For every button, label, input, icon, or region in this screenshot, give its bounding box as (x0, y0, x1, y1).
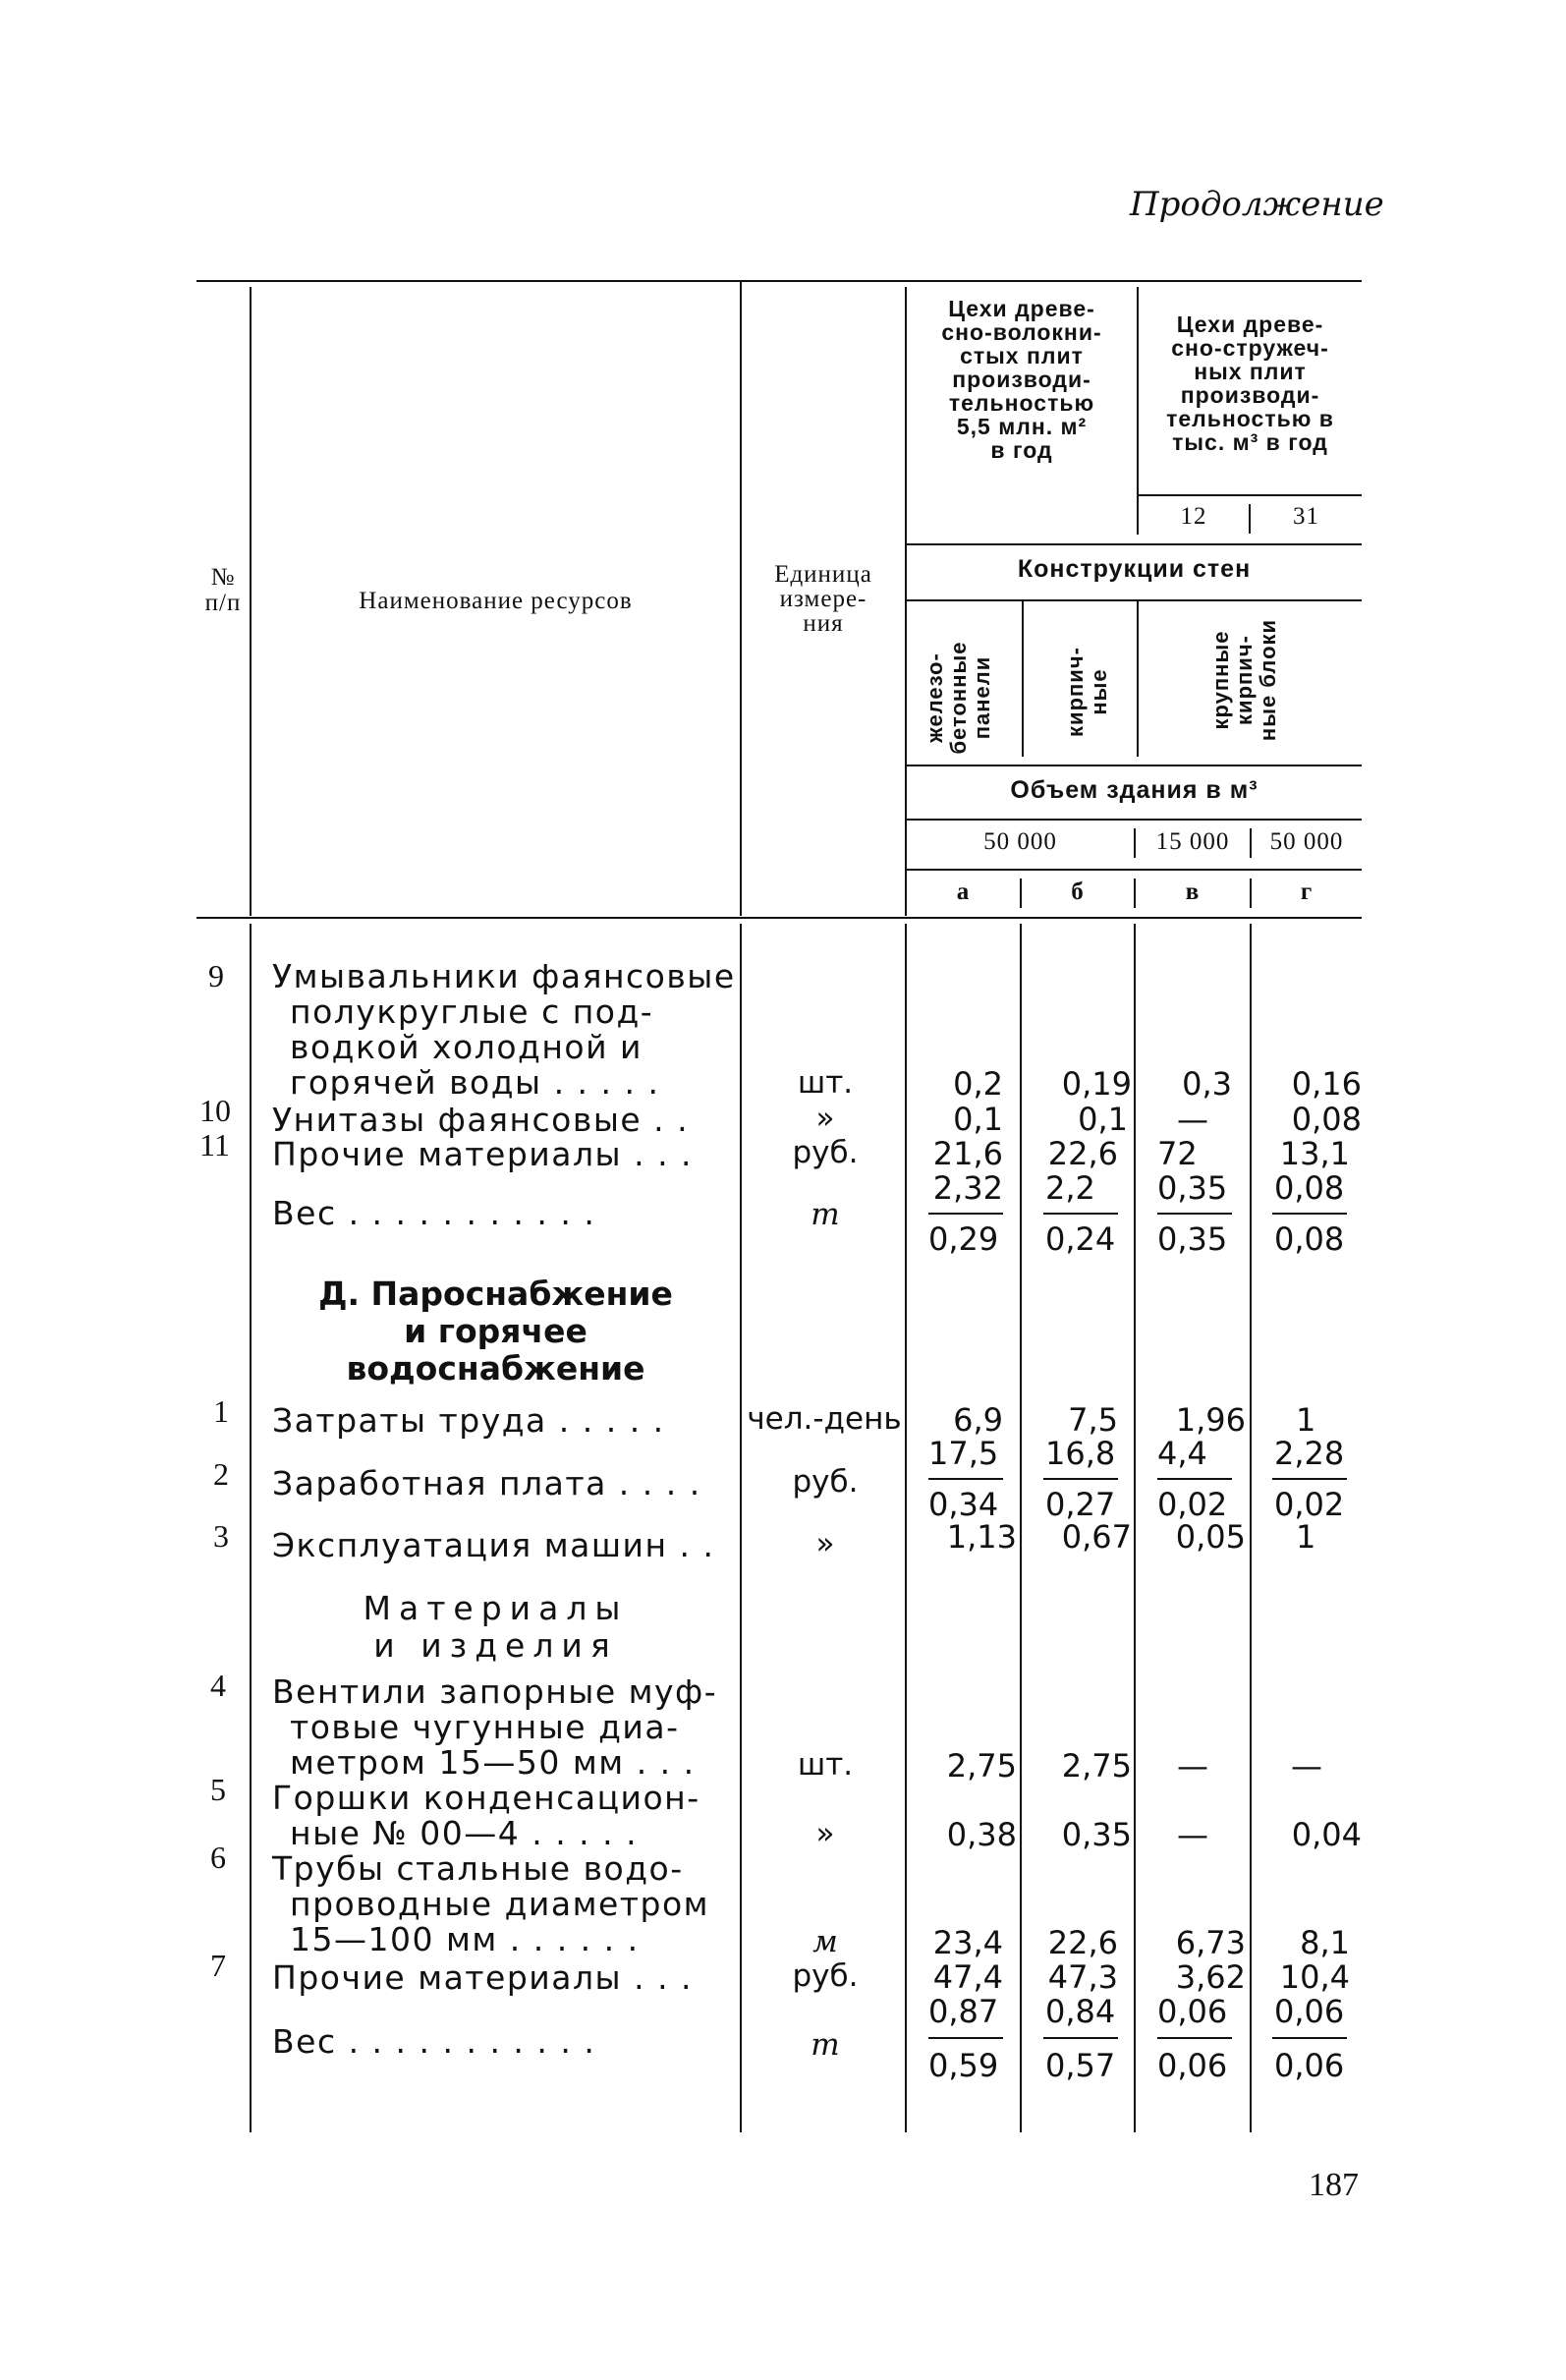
wage-bot-v: 0,02 (1157, 1486, 1228, 1523)
header-divider-wall-a (1022, 601, 1024, 757)
cell-b: 22,6 (1047, 1135, 1118, 1172)
row-name-weight: Вес . . . . . . . . . . . (272, 1194, 596, 1232)
header-volume: Объем здания в м³ (1010, 776, 1258, 804)
materials-heading-line: и изделия (373, 1626, 618, 1665)
materials-heading (252, 1590, 740, 1665)
cell-b: 7,5 (1068, 1401, 1118, 1439)
row-name (272, 959, 736, 1101)
cell-b: 2,75 (1061, 1747, 1132, 1785)
header-num-line: п/п (204, 590, 242, 616)
cell-v: — (1177, 1816, 1208, 1853)
cell-a: 2,75 (946, 1747, 1017, 1785)
row-unit: » (815, 1816, 835, 1851)
header-wall-a (923, 620, 1002, 775)
table-top-rule (196, 280, 1362, 282)
cell-g: 10,4 (1279, 1958, 1350, 1996)
wage-bot-a: 0,34 (928, 1486, 999, 1523)
header-group-line: Цехи древе- (1176, 312, 1324, 337)
header-group-line: ных плит (1194, 359, 1307, 384)
weight-top-v: 0,06 (1157, 1993, 1228, 2030)
weight-top-v: 0,35 (1157, 1169, 1228, 1207)
fraction-bar (928, 1213, 1003, 1215)
row-name-line: Горшки конденсацион- (272, 1779, 700, 1817)
weight-bot-b: 0,24 (1045, 1220, 1116, 1258)
fraction-bar (1272, 1478, 1347, 1480)
header-wall-b (1064, 614, 1115, 769)
weight-bot-a: 0,59 (928, 2047, 999, 2084)
row-unit: руб. (792, 1958, 859, 1994)
header-wall-line: панели (970, 655, 994, 740)
row-unit: т (811, 1197, 840, 1232)
row-unit: руб. (792, 1464, 859, 1500)
row-name-line: метром 15—50 мм . . . (290, 1743, 696, 1782)
wage-bot-g: 0,02 (1274, 1486, 1345, 1523)
fraction-bar (928, 2037, 1003, 2039)
header-wall-line: бетонные (946, 641, 971, 755)
row-name (272, 1781, 700, 1851)
wage-top-b: 16,8 (1045, 1435, 1116, 1472)
cell-b: 47,3 (1047, 1958, 1118, 1996)
header-group-dvp (907, 297, 1137, 462)
cell-a: 6,9 (953, 1401, 1003, 1439)
cell-a: 23,4 (932, 1924, 1003, 1961)
wage-top-g: 2,28 (1274, 1435, 1345, 1472)
row-unit: м (812, 1924, 838, 1959)
weight-top-g: 0,06 (1274, 1993, 1345, 2030)
header-rule-walls-bottom (905, 599, 1362, 601)
header-unit (742, 562, 905, 636)
cell-b: 0,19 (1061, 1065, 1132, 1103)
cell-a: 0,38 (946, 1816, 1017, 1853)
header-wall-line: крупные (1208, 630, 1233, 730)
header-unit-line: Единица (774, 561, 872, 588)
row-name: Эксплуатация машин . . (272, 1526, 715, 1564)
cell-v: 0,05 (1175, 1518, 1246, 1556)
row-name-line: горячей воды . . . . . (290, 1063, 660, 1102)
fraction-bar (1043, 1478, 1118, 1480)
header-group-line: 5,5 млн. м² (956, 414, 1088, 439)
wage-top-v: 4,4 (1157, 1435, 1207, 1472)
section-heading-d (252, 1275, 740, 1388)
header-group-line: стых плит (960, 343, 1084, 368)
row-name: Унитазы фаянсовые . . (272, 1101, 690, 1139)
cell-a: 1,13 (946, 1518, 1017, 1556)
header-bottom-rule (196, 917, 1362, 919)
cell-v: 1,96 (1175, 1401, 1246, 1439)
row-name (272, 1674, 717, 1781)
wage-top-a: 17,5 (928, 1435, 999, 1472)
header-letter-a: а (956, 878, 971, 905)
header-group-line: Цехи древе- (948, 296, 1095, 321)
header-rule-walls-top (905, 543, 1362, 545)
cell-v: — (1177, 1747, 1208, 1785)
cell-v: 0,3 (1182, 1065, 1232, 1103)
header-wall-line: кирпич- (1232, 635, 1257, 725)
header-num (196, 565, 250, 616)
header-wall-line: ные (1087, 668, 1111, 715)
cell-a: 0,2 (953, 1065, 1003, 1103)
row-name-line: товые чугунные диа- (290, 1708, 680, 1746)
row-name: Прочие материалы . . . (272, 1135, 694, 1173)
cell-b: 22,6 (1047, 1924, 1118, 1961)
header-name: Наименование ресурсов (359, 588, 633, 614)
row-number: 7 (210, 1948, 226, 1983)
header-group-line: в год (990, 437, 1053, 463)
cell-a: 0,1 (953, 1101, 1003, 1138)
wage-bot-b: 0,27 (1045, 1486, 1116, 1523)
header-unit-line: измере- (779, 586, 867, 612)
header-group-line: тыс. м³ в год (1172, 429, 1328, 455)
row-name-weight: Вес . . . . . . . . . . . (272, 2022, 596, 2061)
header-cap-31: 31 (1293, 503, 1319, 530)
header-wall-vg (1209, 602, 1288, 758)
row-number: 10 (199, 1093, 231, 1128)
row-name-line: полукруглые с под- (290, 992, 654, 1031)
header-cap-12: 12 (1180, 503, 1207, 530)
row-number: 11 (199, 1127, 230, 1162)
row-unit: » (815, 1101, 835, 1136)
cell-v: — (1177, 1101, 1208, 1138)
header-vol-ab: 50 000 (983, 828, 1057, 855)
fraction-bar (1157, 1478, 1232, 1480)
fraction-bar (1272, 1213, 1347, 1215)
weight-bot-a: 0,29 (928, 1220, 999, 1258)
row-unit: чел.-день (747, 1401, 902, 1437)
row-unit: » (815, 1526, 835, 1561)
fraction-bar (1157, 1213, 1232, 1215)
header-group-line: тельностью в (1166, 406, 1334, 431)
continuation-label: Продолжение (1130, 185, 1384, 224)
fraction-bar (1157, 2037, 1232, 2039)
row-name-line: водкой холодной и (290, 1028, 643, 1066)
header-rule-volume-bottom (905, 819, 1362, 821)
cell-g: 0,16 (1291, 1065, 1362, 1103)
weight-bot-b: 0,57 (1045, 2047, 1116, 2084)
header-wall-line: ные блоки (1256, 618, 1280, 742)
row-number: 9 (208, 958, 224, 993)
row-name-line: ные № 00—4 . . . . . (290, 1814, 639, 1852)
weight-bot-g: 0,08 (1274, 1220, 1345, 1258)
weight-top-a: 2,32 (932, 1169, 1003, 1207)
fraction-bar (928, 1478, 1003, 1480)
header-vol-v: 15 000 (1155, 828, 1230, 855)
row-unit: шт. (797, 1747, 854, 1783)
weight-bot-v: 0,35 (1157, 1220, 1228, 1258)
header-letter-g: г (1300, 878, 1314, 905)
header-group-line: сно-стружеч- (1171, 335, 1329, 361)
cell-b: 0,35 (1061, 1816, 1132, 1853)
row-name-line: проводные диаметром (290, 1885, 710, 1923)
cell-v: 6,73 (1175, 1924, 1246, 1961)
header-group-line: производи- (1180, 382, 1320, 408)
header-group-line: сно-волокни- (941, 319, 1102, 345)
section-heading-line: Д. Пароснабжение (318, 1275, 673, 1313)
row-number: 6 (210, 1840, 226, 1875)
row-number: 3 (213, 1518, 229, 1554)
cell-a: 21,6 (932, 1135, 1003, 1172)
row-name-line: 15—100 мм . . . . . . (290, 1920, 640, 1958)
fraction-bar (1043, 1213, 1118, 1215)
body-divider-name (250, 924, 252, 2132)
row-name (272, 1851, 709, 1957)
section-heading-line: и горячее (404, 1312, 587, 1350)
header-vol-g: 50 000 (1269, 828, 1344, 855)
header-group-line: тельностью (948, 390, 1095, 416)
weight-top-g: 0,08 (1274, 1169, 1345, 1207)
cell-a: 47,4 (932, 1958, 1003, 1996)
header-letter-b: б (1071, 878, 1085, 905)
cell-g: 13,1 (1279, 1135, 1350, 1172)
cell-b: 0,1 (1078, 1101, 1128, 1138)
cell-g: 1 (1296, 1518, 1316, 1556)
page-number: 187 (1309, 2167, 1359, 2203)
weight-top-b: 2,2 (1045, 1169, 1095, 1207)
header-wall-line: кирпич- (1063, 647, 1088, 737)
header-wall-line: железо- (923, 652, 947, 743)
row-number: 2 (213, 1456, 229, 1492)
row-unit: т (811, 2027, 840, 2063)
row-number: 4 (210, 1668, 226, 1703)
row-name: Прочие материалы . . . (272, 1958, 694, 1997)
row-name: Заработная плата . . . . (272, 1464, 701, 1502)
header-group-dsp (1139, 312, 1362, 454)
fraction-bar (1043, 2037, 1118, 2039)
fraction-bar (1272, 2037, 1347, 2039)
header-rule-letters (905, 869, 1362, 871)
cell-v: 72 (1157, 1135, 1198, 1172)
row-name-line: Трубы стальные водо- (272, 1849, 684, 1888)
row-name: Затраты труда . . . . . (272, 1401, 665, 1440)
section-heading-line: водоснабжение (346, 1349, 645, 1388)
cell-v: 3,62 (1175, 1958, 1246, 1996)
weight-bot-v: 0,06 (1157, 2047, 1228, 2084)
header-unit-line: ния (803, 610, 844, 637)
row-number: 5 (210, 1772, 226, 1807)
row-name-line: Умывальники фаянсовые (272, 957, 736, 995)
header-rule-capacity (1137, 494, 1362, 496)
row-name-line: Вентили запорные муф- (272, 1672, 718, 1711)
weight-top-a: 0,87 (928, 1993, 999, 2030)
cell-g: 0,08 (1291, 1101, 1362, 1138)
cell-g: 0,04 (1291, 1816, 1362, 1853)
cell-g: 1 (1296, 1401, 1316, 1439)
materials-heading-line: Материалы (363, 1589, 629, 1627)
cell-g: 8,1 (1300, 1924, 1350, 1961)
header-walls: Конструкции стен (1017, 555, 1252, 583)
cell-g: — (1291, 1747, 1322, 1785)
cell-b: 0,67 (1061, 1518, 1132, 1556)
header-group-line: производи- (952, 367, 1091, 392)
weight-bot-g: 0,06 (1274, 2047, 1345, 2084)
header-num-line: № (210, 564, 236, 591)
row-unit: руб. (792, 1135, 859, 1170)
header-divider-wall-b (1137, 601, 1139, 757)
weight-top-b: 0,84 (1045, 1993, 1116, 2030)
header-letter-v: в (1185, 878, 1201, 905)
row-number: 1 (213, 1393, 229, 1429)
row-unit: шт. (797, 1065, 854, 1101)
